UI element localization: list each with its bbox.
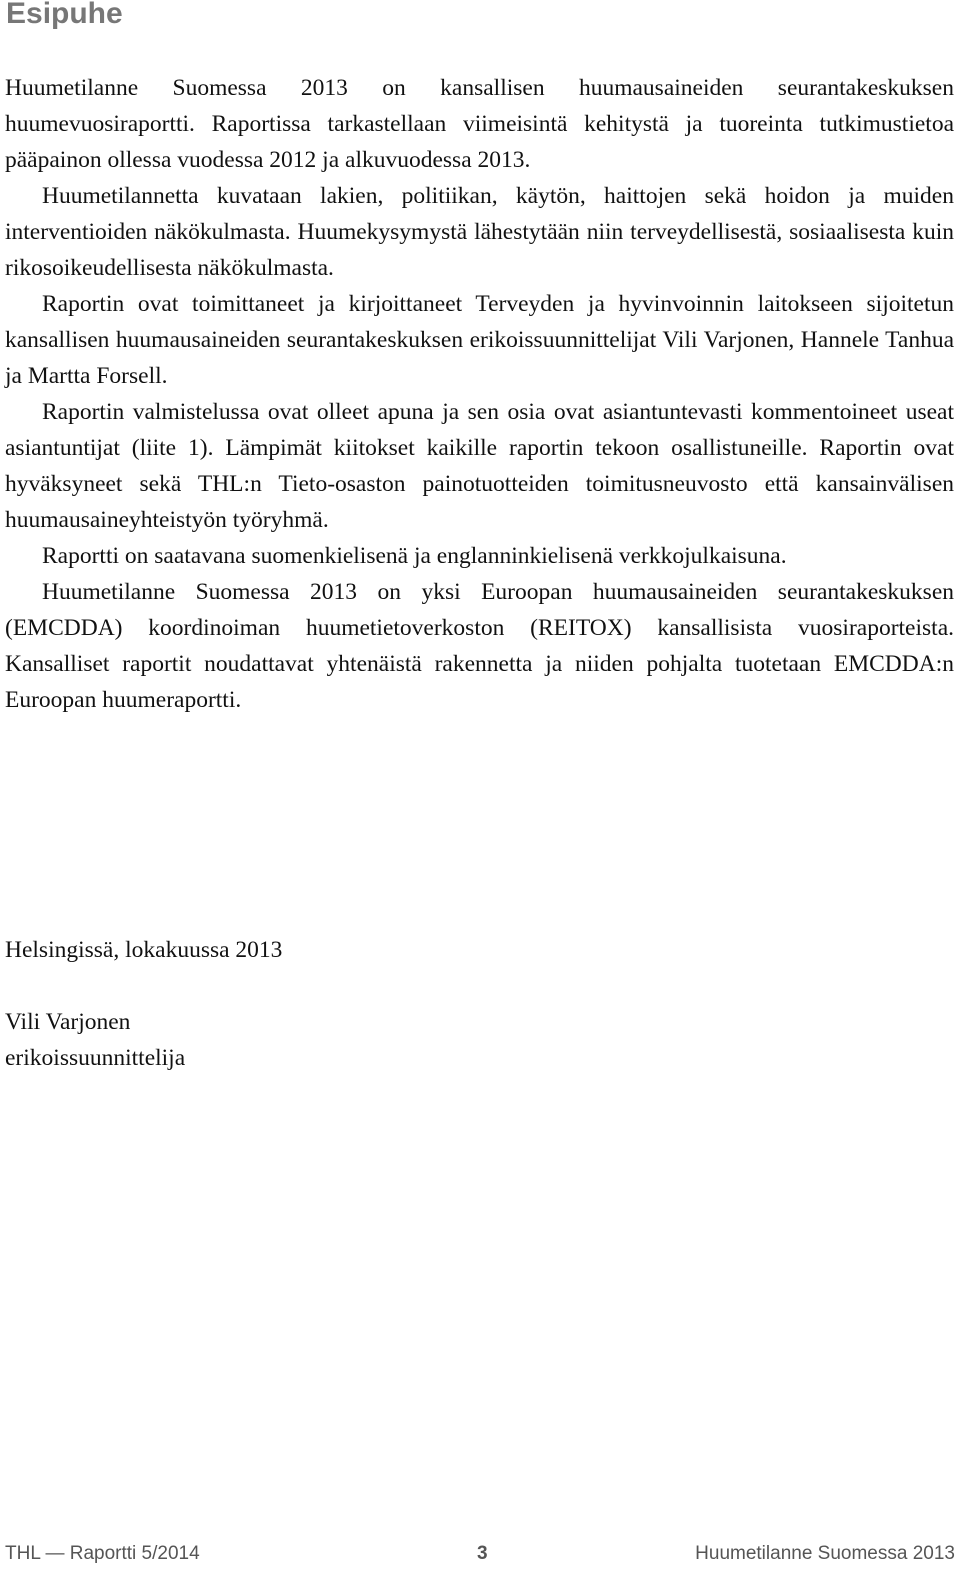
paragraph: Raportti on saatavana suomenkielisenä ja englanninkielisenä verkkojulkaisuna. [42,543,787,569]
page-number: 3 [477,1543,488,1564]
paragraph: Raportin ovat toimittaneet ja kirjoittaneet Terveyden ja hyvinvoinnin laitokseen sijoitetun kansallisen huumausaineiden seurantakeskuksen erikoissuunnittelijat Vili Varjonen, Hannele Tanhua ja Martta Forsell. [5,291,954,389]
paragraph: Raportin valmistelussa ovat olleet apuna ja sen osia ovat asiantuntevasti kommentoineet useat asiantuntijat (liite 1). Lämpimät kiitokset kaikille raportin tekoon osallistuneille. Raportin ovat hyväksyneet sekä THL:n Tieto-osaston painotuotteiden toimitusneuvosto että kansainvälisen huumausaineyhteistyön työryhmä. [5,399,954,533]
signature-name: Vili Varjonen [5,1009,131,1035]
paragraph: Huumetilanne Suomessa 2013 on yksi Euroopan huumausaineiden seurantakeskuksen (EMCDDA) koordinoiman huumetietoverkoston (REITOX) kansallisista vuosiraporteista. Kansalliset raportit noudattavat yhtenäistä rakennetta ja niiden pohjalta tuotetaan EMCDDA:n Euroopan huumeraportti. [5,579,954,713]
page-title: Esipuhe [6,0,123,30]
footer-publication: THL — Raportti 5/2014 [5,1543,200,1564]
signature-role: erikoissuunnittelija [5,1045,186,1071]
paragraph: Huumetilannetta kuvataan lakien, politiikan, käytön, haittojen sekä hoidon ja muiden interventioiden näkökulmasta. Huumekysymystä lähestytään niin terveydellisestä, sosiaalisesta kuin rikosoikeudellisesta näkökulmasta. [5,183,954,281]
signature-place-date: Helsingissä, lokakuussa 2013 [5,937,283,963]
page-footer [5,1540,955,1568]
signature-spacer [5,968,282,1004]
preface-body [5,70,954,718]
paragraph: Huumetilanne Suomessa 2013 on kansallisen huumausaineiden seurantakeskuksen huumevuosiraportti. Raportissa tarkastellaan viimeisintä kehitystä ja tuoreinta tutkimustietoa pääpainon ollessa vuodessa 2012 ja alkuvuodessa 2013. [5,75,954,173]
footer-report-title: Huumetilanne Suomessa 2013 [695,1543,955,1564]
signature-block [5,932,282,1076]
